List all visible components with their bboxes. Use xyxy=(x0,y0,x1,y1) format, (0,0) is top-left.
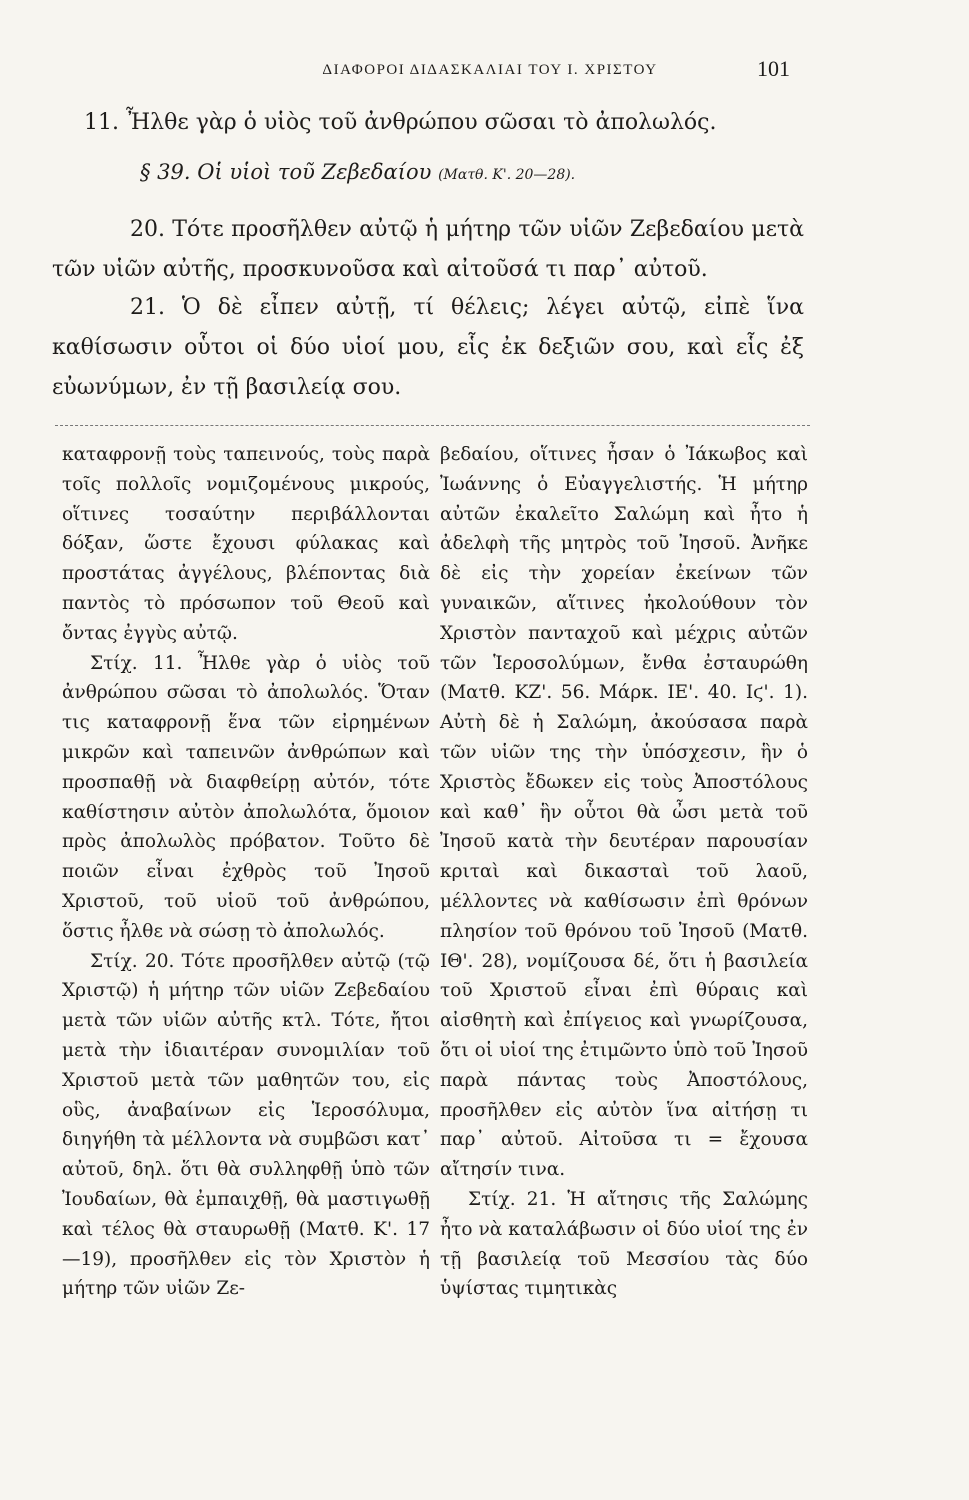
section-reference: (Ματθ. Κ'. 20—28). xyxy=(438,167,576,183)
scripture-verse-21: 21. Ὁ δὲ εἶπεν αὐτῇ, τί θέλεις; λέγει αὐτῷ, εἰπὲ ἵνα καθίσωσιν οὗτοι οἱ δύο υἱοί μου, εἷς ἐκ δεξιῶν σου, καὶ εἷς ἐξ εὐωνύμων, ἐν τῇ βασιλείᾳ σου. xyxy=(52,295,804,400)
commentary-paragraph: καταφρονῇ τοὺς ταπεινούς, τοὺς παρὰ τοῖς πολλοῖς νομιζομένους μικρούς, οἵτινες τοσαύτην περιβάλλονται δόξαν, ὥστε ἔχουσι φύλακας καὶ προστάτας ἀγγέλους, βλέποντας διὰ παντὸς τὸ πρόσωπον τοῦ Θεοῦ καὶ ὄντας ἐγγὺς αὐτῷ. xyxy=(62,444,430,644)
commentary-right-column xyxy=(440,440,808,1304)
commentary-left-column xyxy=(62,440,430,1304)
commentary-paragraph: Στίχ. 11. Ἦλθε γὰρ ὁ υἱὸς τοῦ ἀνθρώπου σῶσαι τὸ ἀπολωλός. Ὅταν τις καταφρονῇ ἕνα τῶν εἰρημένων μικρῶν καὶ ταπεινῶν ἀνθρώπων καὶ προσπαθῇ νὰ διαφθείρῃ αὐτόν, τότε καθίστησιν αὐτὸν ἀπολωλότα, ὅμοιον πρὸς ἀπολωλὸς πρόβατον. Τοῦτο δὲ ποιῶν εἶναι ἐχθρὸς τοῦ Ἰησοῦ Χριστοῦ, τοῦ υἱοῦ τοῦ ἀνθρώπου, ὅστις ἦλθε νὰ σώσῃ τὸ ἀπολωλός. xyxy=(62,652,430,942)
separator-rule xyxy=(55,425,810,426)
commentary-paragraph: Στίχ. 21. Ἡ αἴτησις τῆς Σαλώμης ἦτο νὰ καταλάβωσιν οἱ δύο υἱοί της ἐν τῇ βασιλείᾳ τοῦ Μεσσίου τὰς δύο ὑψίστας τιμητικὰς xyxy=(440,1188,808,1300)
scripture-verse-20: 20. Τότε προσῆλθεν αὐτῷ ἡ μήτηρ τῶν υἱῶν Ζεβεδαίου μετὰ τῶν υἱῶν αὐτῆς, προσκυνοῦσα καὶ αἰτοῦσά τι παρ᾽ αὐτοῦ. xyxy=(52,217,804,282)
commentary-paragraph: Στίχ. 20. Τότε προσῆλθεν αὐτῷ (τῷ Χριστῷ) ἡ μήτηρ τῶν υἱῶν Ζεβεδαίου μετὰ τῶν υἱῶν αὐτῆς κτλ. Τότε, ἤτοι μετὰ τὴν ἰδιαιτέραν συνομιλίαν τοῦ Χριστοῦ μετὰ τῶν μαθητῶν του, εἰς οὓς, ἀναβαίνων εἰς Ἱεροσόλυμα, διηγήθη τὰ μέλλοντα νὰ συμβῶσι κατ᾽ αὐτοῦ, δηλ. ὅτι θὰ συλληφθῇ ὑπὸ τῶν Ἰουδαίων, θὰ ἐμπαιχθῇ, θὰ μαστιγωθῇ καὶ τέλος θὰ σταυρωθῇ (Ματθ. Κ'. 17—19), προσῆλθεν εἰς τὸν Χριστὸν ἡ μήτηρ τῶν υἱῶν Ζε- xyxy=(62,950,430,1300)
section-heading xyxy=(140,160,780,184)
page-number: 101 xyxy=(757,56,790,81)
commentary-paragraph: βεδαίου, οἵτινες ἦσαν ὁ Ἰάκωβος καὶ Ἰωάννης ὁ Εὐαγγελιστής. Ἡ μήτηρ αὐτῶν ἐκαλεῖτο Σαλώμη καὶ ἦτο ἡ ἀδελφὴ τῆς μητρὸς τοῦ Ἰησοῦ. Ἀνῆκε δὲ εἰς τὴν χορείαν ἐκείνων τῶν γυναικῶν, αἵτινες ἠκολούθουν τὸν Χριστὸν πανταχοῦ καὶ μέχρις αὐτῶν τῶν Ἱεροσολύμων, ἔνθα ἐσταυρώθη (Ματθ. ΚΖ'. 56. Μάρκ. ΙΕ'. 40. Ιϛ'. 1). Αὐτὴ δὲ ἡ Σαλώμη, ἀκούσασα παρὰ τῶν υἱῶν της τὴν ὑπόσχεσιν, ἣν ὁ Χριστὸς ἔδωκεν εἰς τοὺς Ἀποστόλους καὶ καθ᾽ ἣν οὗτοι θὰ ὦσι μετὰ τοῦ Ἰησοῦ κατὰ τὴν δευτέραν παρουσίαν κριταὶ καὶ δικασταὶ τοῦ λαοῦ, μέλλοντες νὰ καθίσωσιν ἐπὶ θρόνων πλησίον τοῦ θρόνου τοῦ Ἰησοῦ (Ματθ. ΙΘ'. 28), νομίζουσα δέ, ὅτι ἡ βασιλεία τοῦ Χριστοῦ εἶναι ἐπὶ θύραις καὶ αἰσθητὴ καὶ ἐπίγειος καὶ γνωρίζουσα, ὅτι οἱ υἱοί της ἐτιμῶντο ὑπὸ τοῦ Ἰησοῦ παρὰ πάντας τοὺς Ἀποστόλους, προσῆλθεν εἰς αὐτὸν ἵνα αἰτήσῃ τι παρ᾽ αὐτοῦ. Αἰτοῦσα τι = ἔχουσα αἴτησίν τινα. xyxy=(440,444,808,1181)
running-head: ΔΙΑΦΟΡΟΙ ΔΙΔΑΣΚΑΛΙΑΙ ΤΟΥ Ι. ΧΡΙΣΤΟΥ xyxy=(322,62,658,78)
section-title: § 39. Οἱ υἱοὶ τοῦ Ζεβεδαίου xyxy=(140,160,432,184)
scripture-verse-11: 11. Ἦλθε γὰρ ὁ υἱὸς τοῦ ἀνθρώπου σῶσαι τὸ ἀπολωλός. xyxy=(84,110,717,135)
